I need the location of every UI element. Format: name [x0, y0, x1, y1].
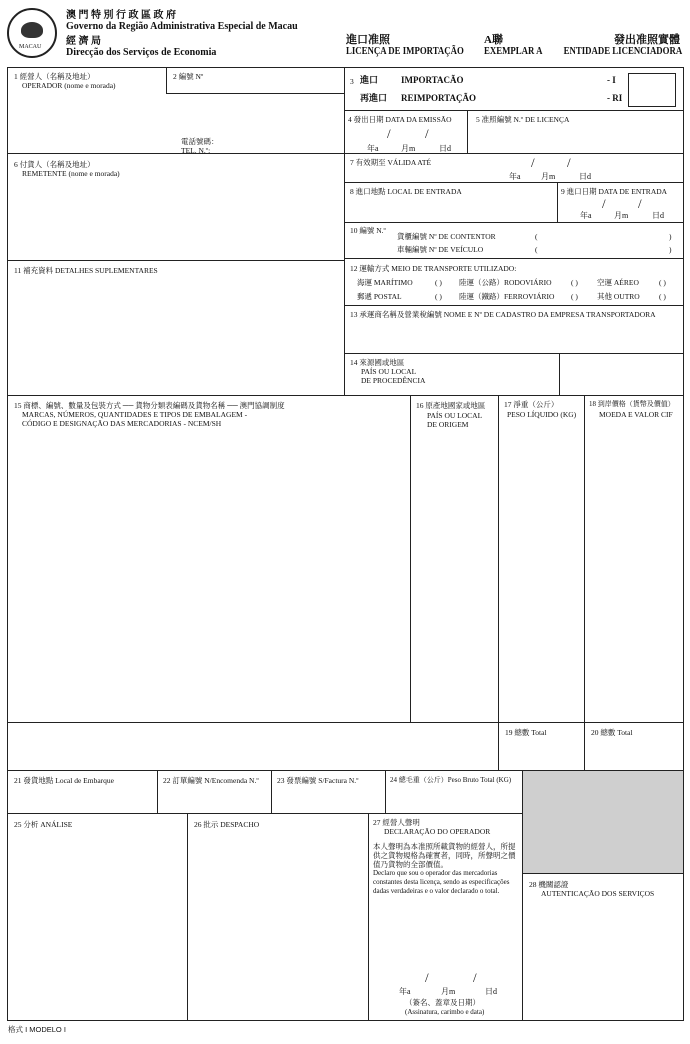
reimport-zh: 再進口 — [360, 93, 388, 103]
field-26-dispatch[interactable] — [187, 813, 369, 1021]
type-code-input[interactable] — [628, 73, 676, 107]
field-20-total[interactable] — [584, 722, 684, 771]
month-label: 月m — [614, 211, 629, 220]
field-6-remetente[interactable] — [7, 153, 345, 261]
field-14-label-pt1: PAÍS OU LOCAL — [361, 367, 417, 376]
date-slash: / — [473, 970, 477, 985]
field-21-embarkation[interactable] — [7, 770, 158, 814]
field-15-label-pt2: CÓDIGO E DESIGNAÇÃO DAS MERCADORIAS - NCEM/SH — [22, 419, 222, 428]
day-label: 日d — [652, 211, 664, 220]
date-slash: / — [531, 155, 535, 170]
field-16-label-pt1: PAÍS OU LOCAL — [427, 411, 483, 420]
container-label: 貨櫃編號 Nº DE CONTENTOR — [397, 232, 496, 241]
option-maritimo: 海運 MARÍTIMO — [357, 278, 413, 287]
field-18-label-pt: MOEDA E VALOR CIF — [599, 410, 673, 419]
field-14-label-pt2: DE PROCEDÊNCIA — [361, 376, 426, 385]
date-slash: / — [425, 126, 429, 141]
field-5-label: 5 准照編號 N.º DE LICENÇA — [476, 115, 570, 124]
dept-name-zh: 經 濟 局 — [66, 36, 101, 47]
field-11-details[interactable] — [7, 260, 345, 396]
field-9-label: 9 進口日期 DATA DE ENTRADA — [561, 187, 668, 196]
field-11-label: 11 補充資料 DETALHES SUPLEMENTARES — [14, 266, 158, 275]
field-6-label-zh: 6 付貨人（名稱及地址） — [14, 160, 95, 169]
field-8-entry-location[interactable] — [344, 182, 558, 223]
paren-open: ( — [535, 245, 538, 254]
signature-label-pt: (Assinatura, carimbo e data) — [405, 1008, 485, 1016]
date-slash: / — [638, 196, 642, 211]
option-outro: 其他 OUTRO — [597, 292, 640, 301]
field-3-num: 3 — [350, 77, 354, 86]
title-pt: LICENÇA DE IMPORTAÇÃO — [346, 45, 464, 57]
signature-label-zh: （簽名、蓋章及日期） — [405, 998, 480, 1007]
field-1-label-pt: OPERADOR (nome e morada) — [22, 81, 116, 90]
dept-name-pt: Direcção dos Serviços de Economia — [66, 47, 217, 58]
year-label: 年a — [399, 987, 411, 996]
field-16-origin[interactable] — [410, 395, 499, 723]
field-20-label: 20 總數 Total — [591, 728, 633, 737]
copy-pt: EXEMPLAR A — [484, 45, 543, 57]
day-label: 日d — [439, 144, 451, 153]
checkbox-maritimo[interactable]: ( ) — [435, 278, 442, 287]
month-label: 月m — [441, 987, 456, 996]
day-label: 日d — [579, 172, 591, 181]
gov-name-zh: 澳 門 特 別 行 政 區 政 府 — [66, 10, 176, 21]
field-21-label: 21 發貨地點 Local de Embarque — [14, 776, 114, 785]
field-9-entry-date[interactable] — [557, 182, 684, 223]
container-number-input[interactable] — [543, 231, 665, 241]
paren-open: ( — [535, 232, 538, 241]
field-4-label: 4 發出日期 DATA DA EMISSÃO — [348, 115, 452, 124]
field-12-label: 12 運輸方式 MEIO DE TRANSPORTE UTILIZADO: — [350, 264, 517, 273]
field-10-numbers — [344, 222, 684, 259]
year-label: 年a — [580, 211, 592, 220]
field-23-label: 23 發票編號 S/Factura N.º — [277, 776, 359, 785]
declaration-text-zh: 本人聲明為本准照所載貨物的經營人，所提供之貨物規格為確實者，同時，所聲明之價值乃貨物的全部價值。 — [373, 842, 516, 869]
field-22-order-number[interactable] — [157, 770, 272, 814]
lotus-icon — [21, 22, 43, 38]
year-label: 年a — [367, 144, 379, 153]
field-10-label: 10 編號 N.º — [350, 226, 386, 235]
paren-close: ) — [669, 232, 672, 241]
totals-blank-row — [7, 722, 499, 771]
field-12-transport — [344, 258, 684, 306]
paren-close: ) — [669, 245, 672, 254]
field-27-label-zh: 27 經營人聲明 — [373, 818, 420, 827]
field-27-label-pt: DECLARAÇÃO DO OPERADOR — [384, 827, 491, 836]
day-label: 日d — [485, 987, 497, 996]
tel-label-zh: 電話號碼： — [181, 137, 219, 146]
field-16-label-zh: 16 原產地國家或地區 — [416, 401, 486, 410]
field-19-total[interactable] — [498, 722, 585, 771]
logo-text: MACAU — [19, 44, 42, 50]
date-slash: / — [602, 196, 606, 211]
checkbox-rodoviario[interactable]: ( ) — [571, 278, 578, 287]
shaded-reserved-box — [522, 770, 684, 874]
import-pt: IMPORTACÃO — [401, 75, 464, 85]
date-slash: / — [567, 155, 571, 170]
field-6-label-pt: REMETENTE (nome e morada) — [22, 169, 120, 178]
date-slash: / — [425, 970, 429, 985]
field-4-issue-date[interactable] — [344, 110, 468, 154]
title-zh: 進口准照 — [346, 34, 390, 46]
date-slash: / — [387, 126, 391, 141]
field-13-carrier[interactable] — [344, 305, 684, 354]
checkbox-aereo[interactable]: ( ) — [659, 278, 666, 287]
field-25-label: 25 分析 ANÁLISE — [14, 820, 73, 829]
checkbox-outro[interactable]: ( ) — [659, 292, 666, 301]
option-rodoviario: 陸運（公路）RODOVIÁRIO — [459, 278, 552, 287]
option-ferroviario: 陸運（鐵路）FERROVIÁRIO — [459, 292, 555, 301]
field-17-net-weight[interactable] — [498, 395, 585, 771]
tel-label-pt: TEL. N.º: — [181, 146, 211, 155]
declaration-text — [373, 842, 519, 896]
gov-name-pt: Governo da Região Administrativa Especial de Macau — [66, 21, 298, 32]
import-zh: 進口 — [360, 75, 379, 85]
field-28-label-pt: AUTENTICAÇÃO DOS SERVIÇOS — [541, 889, 655, 898]
field-2-label: 2 編號 Nº — [173, 72, 204, 81]
vehicle-number-input[interactable] — [543, 244, 665, 254]
field-14-origin-country[interactable] — [344, 353, 560, 396]
field-15-goods[interactable] — [7, 395, 411, 723]
reimport-pt: REIMPORTAÇÃO — [401, 93, 477, 103]
reimport-code: - RI — [607, 93, 623, 103]
macau-emblem-logo — [7, 8, 57, 58]
field-1-label-zh: 1 經營人（名稱及地址） — [14, 72, 95, 81]
field-7-label: 7 有效期至 VÁLIDA ATÉ — [350, 158, 432, 167]
field-28-authentication[interactable] — [522, 873, 684, 1021]
field-23-invoice-number[interactable] — [271, 770, 386, 814]
field-18-cif-value[interactable] — [584, 395, 684, 771]
field-24-gross-weight[interactable] — [385, 770, 523, 814]
field-13-label: 13 承運商名稱及營業稅編號 NOME E Nº DE CADASTRO DA EMPRESA TRANSPORTADORA — [350, 310, 656, 319]
option-aereo: 空運 AÉREO — [597, 278, 639, 287]
vehicle-label: 車輛編號 Nº DE VEÍCULO — [397, 245, 484, 254]
field-19-label: 19 總數 Total — [505, 728, 547, 737]
field-5-license-number[interactable] — [467, 110, 684, 154]
month-label: 月m — [541, 172, 556, 181]
field-18-label-zh: 18 到岸價格（貨幣及價值） — [589, 400, 675, 408]
field-15-label-zh: 15 商標、編號、數量及包裝方式 ── 貨物分類表編碼及貨物名稱 ── 澳門協調制度 — [14, 401, 285, 410]
copy-zh: A聯 — [484, 34, 503, 46]
entity-zh: 發出准照實體 — [614, 34, 680, 46]
field-14-label-zh: 14 來源國或地區 — [350, 358, 405, 367]
field-7-valid-until[interactable] — [344, 153, 684, 183]
field-17-label-pt: PESO LÍQUIDO (KG) — [507, 410, 577, 419]
year-label: 年a — [509, 172, 521, 181]
month-label: 月m — [401, 144, 416, 153]
field-15-label-pt1: MARCAS, NÚMEROS, QUANTIDADES E TIPOS DE EMBALAGEM - — [22, 410, 248, 419]
field-16-label-pt2: DE ORIGEM — [427, 420, 469, 429]
field-25-analysis[interactable] — [7, 813, 188, 1021]
field-28-label-zh: 28 機關認證 — [529, 880, 569, 889]
import-code: - I — [607, 75, 616, 85]
field-24-label: 24 總毛重（公斤）Peso Bruto Total (KG) — [390, 776, 512, 784]
checkbox-ferroviario[interactable]: ( ) — [571, 292, 578, 301]
field-26-label: 26 批示 DESPACHO — [194, 820, 260, 829]
form-model-footer: 格式 I MODELO I — [8, 1025, 66, 1034]
field-8-label: 8 進口地點 LOCAL DE ENTRADA — [350, 187, 462, 196]
declaration-text-pt: Declaro que sou o operador das mercadorias constantes desta licença, sendo as especificações dadas verdadeiras e o valor declarado o total. — [373, 869, 510, 895]
field-17-label-zh: 17 淨重（公斤） — [504, 400, 559, 409]
field-27-declaration[interactable] — [368, 813, 523, 1021]
checkbox-postal[interactable]: ( ) — [435, 292, 442, 301]
entity-pt: ENTIDADE LICENCIADORA — [563, 45, 682, 57]
field-2-number[interactable] — [166, 67, 345, 94]
option-postal: 郵遞 POSTAL — [357, 292, 402, 301]
field-3-type — [344, 67, 684, 111]
field-14-value[interactable] — [559, 353, 684, 396]
field-22-label: 22 訂單編號 N/Encomenda N.º — [163, 776, 259, 785]
